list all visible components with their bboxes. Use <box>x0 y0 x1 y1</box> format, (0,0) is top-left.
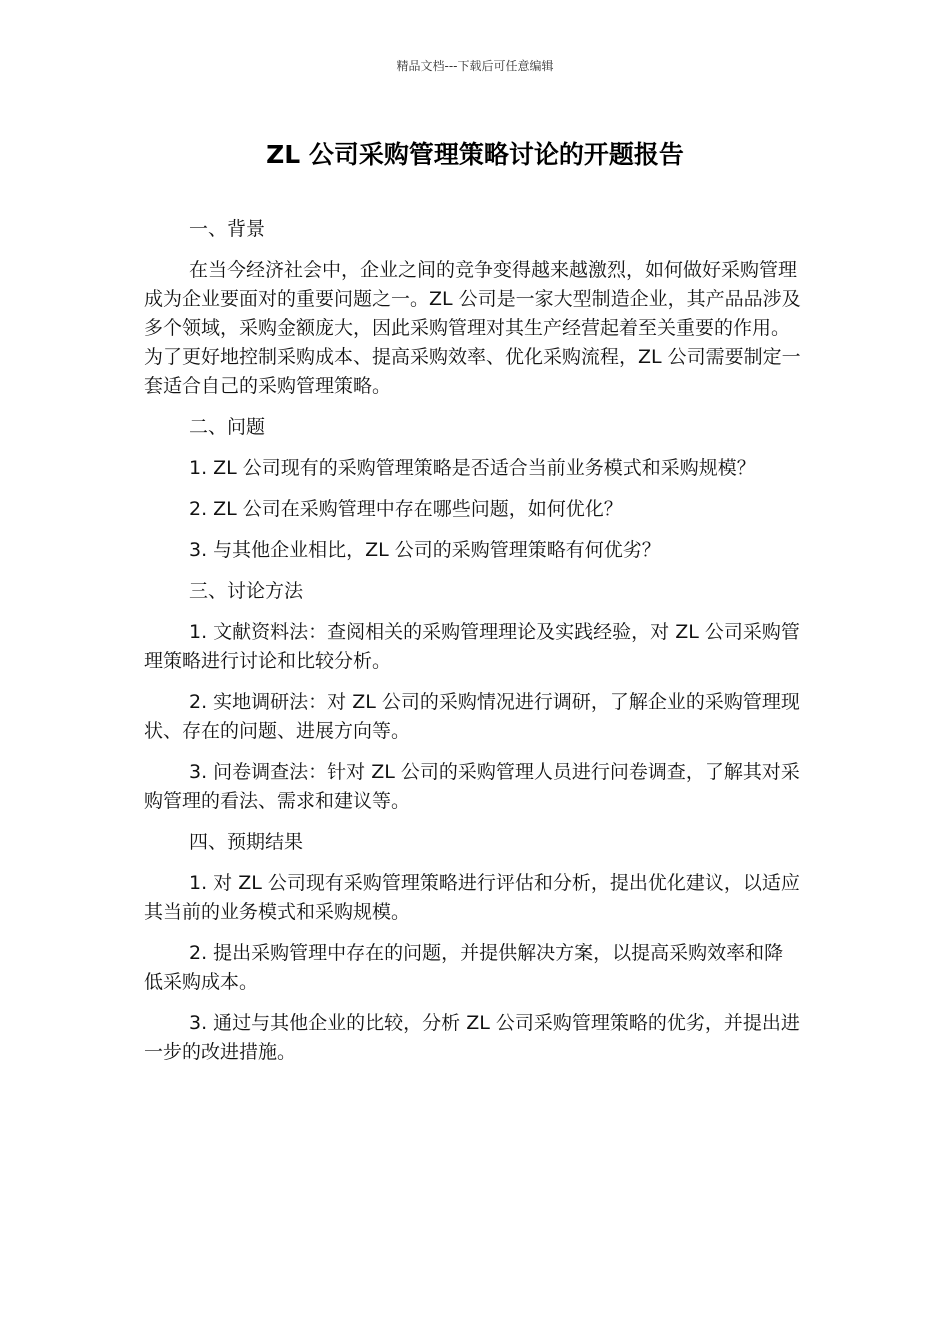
section-heading-questions: 二、问题 <box>189 416 266 438</box>
question-item-1: 1. ZL 公司现有的采购管理策略是否适合当前业务模式和采购规模？ <box>189 457 756 479</box>
result-item-2: 2. 提出采购管理中存在的问题，并提供解决方案，以提高采购效率和降低采购成本。 <box>144 942 784 993</box>
background-paragraph: 在当今经济社会中，企业之间的竞争变得越来越激烈，如何做好采购管理成为企业要面对的重要问题之一。ZL 公司是一家大型制造企业，其产品品涉及多个领域，采购金额庞大，因此采购管理对其生产经营起着至关重要的作用。为了更好地控制采购成本、提高采购效率、优化采购流程，ZL 公司需要制定一套适合自己的采购管理策略。 <box>144 259 801 397</box>
section-heading-results: 四、预期结果 <box>189 831 304 853</box>
document-title: ZL 公司采购管理策略讨论的开题报告 <box>266 140 684 169</box>
method-item-3: 3. 问卷调查法：针对 ZL 公司的采购管理人员进行问卷调查，了解其对采购管理的看法、需求和建议等。 <box>144 761 800 812</box>
document-body <box>144 215 802 1079</box>
section-heading-methods: 三、讨论方法 <box>189 580 304 602</box>
question-item-3: 3. 与其他企业相比，ZL 公司的采购管理策略有何优劣？ <box>189 539 661 561</box>
section-heading-background: 一、背景 <box>189 218 266 240</box>
result-item-1: 1. 对 ZL 公司现有采购管理策略进行评估和分析，提出优化建议，以适应其当前的业务模式和采购规模。 <box>144 872 800 923</box>
result-item-3: 3. 通过与其他企业的比较，分析 ZL 公司采购管理策略的优劣，并提出进一步的改进措施。 <box>144 1012 800 1063</box>
method-item-1: 1. 文献资料法：查阅相关的采购管理理论及实践经验，对 ZL 公司采购管理策略进行讨论和比较分析。 <box>144 621 800 672</box>
question-item-2: 2. ZL 公司在采购管理中存在哪些问题，如何优化？ <box>189 498 623 520</box>
method-item-2: 2. 实地调研法：对 ZL 公司的采购情况进行调研，了解企业的采购管理现状、存在的问题、进展方向等。 <box>144 691 800 742</box>
page-header: 精品文档---下载后可任意编辑 <box>396 59 554 73</box>
